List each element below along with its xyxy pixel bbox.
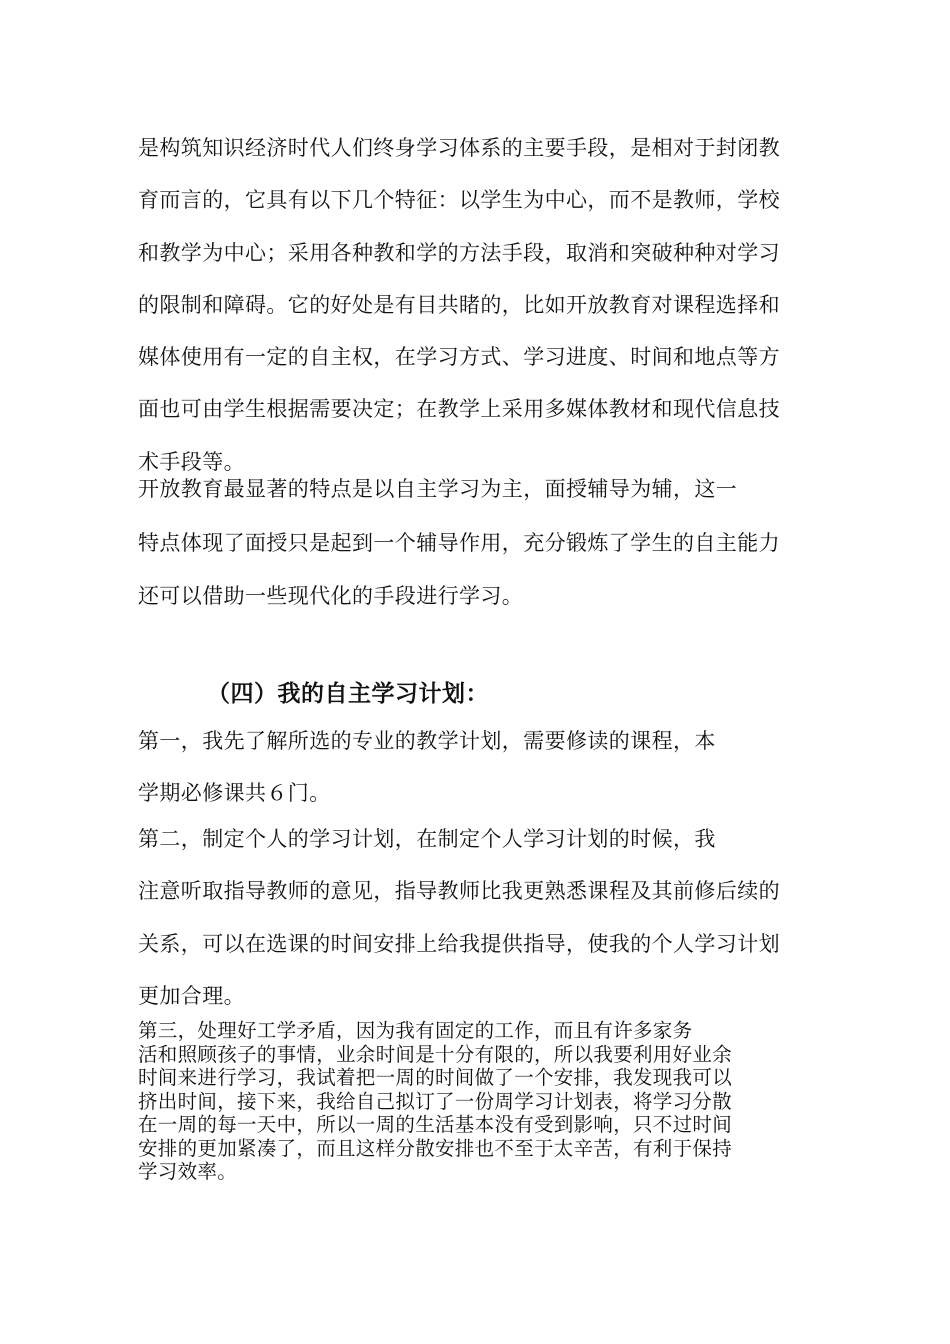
section-heading: （四）我的自主学习计划： bbox=[207, 680, 489, 707]
text-line: 第二，制定个人的学习计划，在制定个人学习计划的时候，我 bbox=[138, 827, 716, 851]
text-line: 育而言的，它具有以下几个特征：以学生为中心，而不是教师，学校 bbox=[138, 188, 780, 213]
text-line: 媒体使用有一定的自主权，在学习方式、学习进度、时间和地点等方 bbox=[138, 345, 780, 370]
text-line: 活和照顾孩子的事情，业余时间是十分有限的，所以我要利用好业余 bbox=[138, 1042, 733, 1066]
text-line: 注意听取指导教师的意见，指导教师比我更熟悉课程及其前修后续的 bbox=[138, 879, 780, 904]
paragraph-plan-step-1 bbox=[138, 715, 818, 819]
text-line: 的限制和障碍。它的好处是有目共睹的，比如开放教育对课程选择和 bbox=[138, 292, 780, 317]
paragraph-open-education-definition bbox=[138, 122, 818, 488]
text-line: 在一周的每一天中，所以一周的生活基本没有受到影响，只不过时间 bbox=[138, 1113, 733, 1136]
text-line: 时间来进行学习，我试着把一周的时间做了一个安排，我发现我可以 bbox=[138, 1066, 733, 1089]
paragraph-plan-step-2 bbox=[138, 813, 818, 1022]
text-line: 开放教育最显著的特点是以自主学习为主，面授辅导为辅，这一 bbox=[138, 477, 738, 501]
text-line: 挤出时间，接下来，我给自己拟订了一份周学习计划表，将学习分散 bbox=[138, 1089, 733, 1113]
text-line: 还可以借助一些现代化的手段进行学习。 bbox=[138, 584, 524, 608]
text-line: 面也可由学生根据需要决定；在教学上采用多媒体教材和现代信息技 bbox=[138, 397, 780, 422]
text-line: 是构筑知识经济时代人们终身学习体系的主要手段，是相对于封闭教 bbox=[138, 136, 780, 160]
text-line: 术手段等。 bbox=[138, 449, 245, 474]
text-line: 特点体现了面授只是起到一个辅导作用，充分锻炼了学生的自主能力 bbox=[138, 530, 780, 555]
paragraph-plan-step-3 bbox=[138, 1019, 818, 1184]
text-line: 第一，我先了解所选的专业的教学计划，需要修读的课程，本 bbox=[138, 729, 716, 753]
text-line: 和教学为中心；采用各种教和学的方法手段，取消和突破种种对学习 bbox=[138, 240, 780, 265]
text-line: 更加合理。 bbox=[138, 983, 245, 1008]
paragraph-open-education-feature bbox=[138, 463, 818, 624]
text-line: 学习效率。 bbox=[138, 1160, 238, 1183]
text-line: 安排的更加紧凑了，而且这样分散安排也不至于太辛苦，有利于保持 bbox=[138, 1136, 733, 1160]
text-line: 关系，可以在选课的时间安排上给我提供指导，使我的个人学习计划 bbox=[138, 931, 780, 956]
text-line: 学期必修课共６门。 bbox=[138, 781, 331, 805]
text-line: 第三，处理好工学矛盾，因为我有固定的工作，而且有许多家务 bbox=[138, 1019, 693, 1042]
